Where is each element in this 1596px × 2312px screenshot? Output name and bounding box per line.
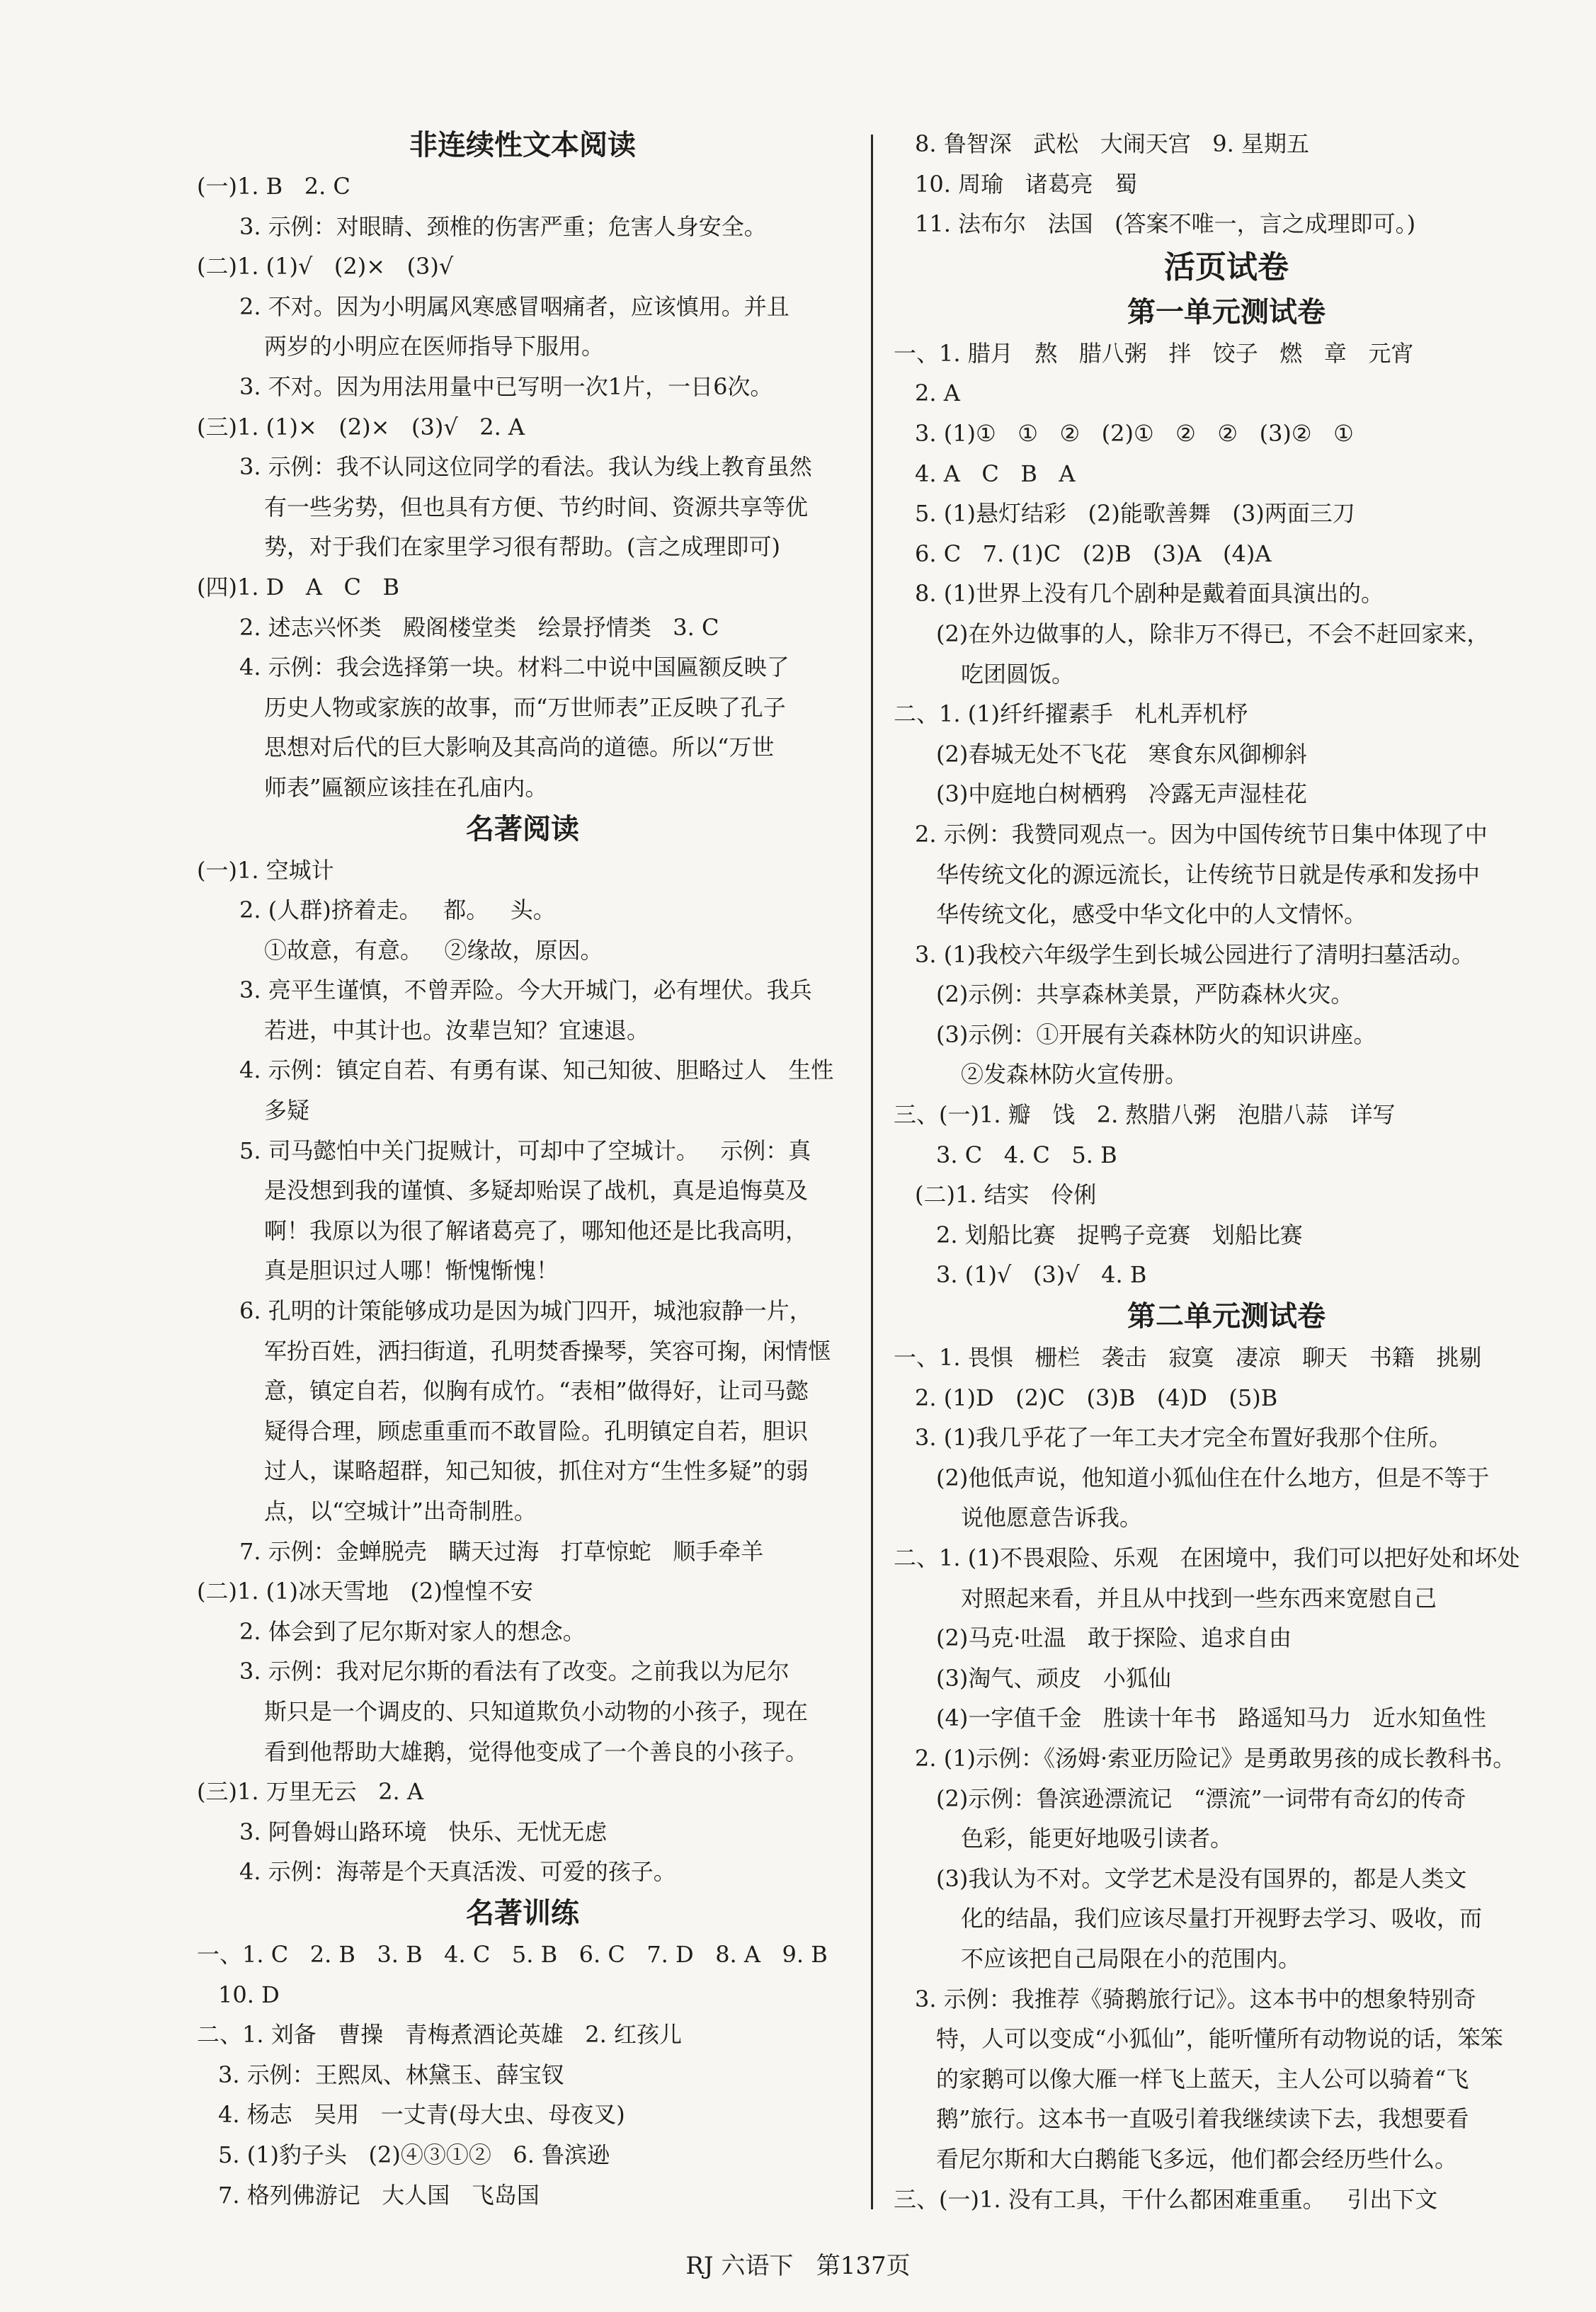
answer-line: (一)1. 空城计 <box>197 856 334 884</box>
answer-line: 11. 法布尔 法国 (答案不唯一，言之成理即可。) <box>915 210 1416 238</box>
section-title: 第二单元测试卷 <box>1127 1300 1326 1333</box>
answer-line: 师表”匾额应该挂在孔庙内。 <box>264 773 548 801</box>
answer-line: 3. 示例：王熙凤、林黛玉、薛宝钗 <box>218 2061 564 2088</box>
answer-line: (3)我认为不对。文学艺术是没有国界的，都是人类文 <box>936 1864 1467 1892</box>
answer-line: 思想对后代的巨大影响及其高尚的道德。所以“万世 <box>264 734 775 761</box>
answer-line: 说他愿意告诉我。 <box>961 1504 1143 1532</box>
answer-line: (2)春城无处不飞花 寒食东风御柳斜 <box>936 740 1307 768</box>
answer-line: (二)1. (1)√ (2)× (3)√ <box>197 253 454 280</box>
answer-line: (二)1. 结实 伶俐 <box>915 1181 1097 1209</box>
answer-line: 3. (1)我校六年级学生到长城公园进行了清明扫墓活动。 <box>915 940 1475 968</box>
answer-line: 特，人可以变成“小狐仙”，能听懂所有动物说的话，笨笨 <box>936 2025 1503 2053</box>
answer-line: 2. (人群)挤着走。 都。 头。 <box>239 896 556 924</box>
answer-line: 2. 体会到了尼尔斯对家人的想念。 <box>239 1617 586 1645</box>
answer-line: 2. 示例：我赞同观点一。因为中国传统节日集中体现了中 <box>915 820 1488 848</box>
answer-line: 多疑 <box>264 1097 310 1124</box>
answer-line: 华传统文化的源远流长，让传统节日就是传承和发扬中 <box>936 860 1481 888</box>
answer-line: 4. A C B A <box>915 460 1076 487</box>
answer-line: 7. 示例：金蝉脱壳 瞒天过海 打草惊蛇 顺手牵羊 <box>239 1537 764 1565</box>
answer-line: 4. 示例：我会选择第一块。材料二中说中国匾额反映了 <box>239 654 790 681</box>
answer-line: 鹅”旅行。这本书一直吸引着我继续读下去，我想要看 <box>936 2105 1469 2133</box>
answer-line: 8. 鲁智深 武松 大闹天宫 9. 星期五 <box>915 130 1309 157</box>
answer-line: 疑得合理，顾虑重重而不敢冒险。孔明镇定自若，胆识 <box>264 1417 809 1445</box>
answer-line: 看尼尔斯和大白鹅能飞多远，他们都会经历些什么。 <box>936 2145 1458 2173</box>
answer-line: (4)一字值千金 胜读十年书 路遥知马力 近水知鱼性 <box>936 1704 1486 1732</box>
answer-line: (2)马克·吐温 敢于探险、追求自由 <box>936 1624 1292 1652</box>
answer-line: 斯只是一个调皮的、只知道欺负小动物的小孩子，现在 <box>264 1697 809 1725</box>
answer-line: 过人，谋略超群，知己知彼，抓住对方“生性多疑”的弱 <box>264 1457 809 1485</box>
answer-line: 5. (1)豹子头 (2)④③①② 6. 鲁滨逊 <box>218 2141 610 2168</box>
section-title: 第一单元测试卷 <box>1127 295 1326 329</box>
answer-line: 军扮百姓，洒扫街道，孔明焚香操琴，笑容可掬，闲情惬 <box>264 1337 831 1365</box>
answer-line: 7. 格列佛游记 大人国 飞岛国 <box>218 2181 540 2209</box>
section-title: 非连续性文本阅读 <box>409 129 636 161</box>
answer-line: 吃团圆饭。 <box>961 660 1075 688</box>
answer-line: 2. 划船比赛 捉鸭子竞赛 划船比赛 <box>936 1221 1303 1248</box>
answer-line: 意，镇定自若，似胸有成竹。“表相”做得好，让司马懿 <box>264 1377 809 1405</box>
answer-line: 化的结晶，我们应该尽量打开视野去学习、吸收，而 <box>961 1905 1483 1932</box>
answer-line: 3. 示例：我不认同这位同学的看法。我认为线上教育虽然 <box>239 453 812 481</box>
section-title: 活页试卷 <box>1164 249 1289 285</box>
answer-line: (3)中庭地白树栖鸦 冷露无声湿桂花 <box>936 780 1307 808</box>
answer-line: (2)在外边做事的人，除非万不得已，不会不赶回家来， <box>936 620 1490 647</box>
left-column <box>197 124 848 2215</box>
answer-line: ②发森林防火宣传册。 <box>961 1061 1188 1088</box>
answer-line: 3. 示例：我对尼尔斯的看法有了改变。之前我以为尼尔 <box>239 1658 790 1685</box>
answer-line: (3)示例：①开展有关森林防火的知识讲座。 <box>936 1020 1376 1048</box>
answer-line: 4. 杨志 吴用 一丈青(母大虫、母夜叉) <box>218 2101 625 2129</box>
answer-line: 3. 不对。因为用法用量中已写明一次1片，一日6次。 <box>239 372 773 400</box>
right-column <box>894 124 1559 2219</box>
answer-line: 6. 孔明的计策能够成功是因为城门四开，城池寂静一片， <box>239 1297 812 1325</box>
answer-line: 一、1. 腊月 熬 腊八粥 拌 饺子 燃 章 元宵 <box>894 339 1414 367</box>
answer-line: 3. (1)我几乎花了一年工夫才完全布置好我那个住所。 <box>915 1424 1452 1452</box>
answer-line: ①故意，有意。 ②缘故，原因。 <box>264 936 603 964</box>
answer-line: 3. (1)① ① ② (2)① ② ② (3)② ① <box>915 419 1354 447</box>
answer-line: (三)1. (1)× (2)× (3)√ 2. A <box>197 413 525 440</box>
answer-line: 不应该把自己局限在小的范围内。 <box>961 1944 1301 1972</box>
answer-line: 三、(一)1. 瓣 饯 2. 熬腊八粥 泡腊八蒜 详写 <box>894 1101 1396 1129</box>
answer-line: 5. (1)悬灯结彩 (2)能歌善舞 (3)两面三刀 <box>915 500 1355 528</box>
answer-line: (2)示例：共享森林美景，严防森林火灾。 <box>936 981 1354 1008</box>
answer-line: 点，以“空城计”出奇制胜。 <box>264 1498 537 1525</box>
section-title: 名著阅读 <box>466 812 579 845</box>
answer-line: 色彩，能更好地吸引读者。 <box>961 1825 1233 1852</box>
answer-line: 二、1. (1)纤纤擢素手 札札弄机杼 <box>894 700 1248 728</box>
answer-line: (二)1. (1)冰天雪地 (2)惶惶不安 <box>197 1578 533 1605</box>
answer-line: 3. 示例：我推荐《骑鹅旅行记》。这本书中的想象特别奇 <box>915 1985 1476 2012</box>
answer-line: 有一些劣势，但也具有方便、节约时间、资源共享等优 <box>264 493 809 520</box>
answer-line: 2. 不对。因为小明属风寒感冒咽痛者，应该慎用。并且 <box>239 292 790 320</box>
answer-line: (一)1. B 2. C <box>197 173 350 200</box>
answer-line: 10. 周瑜 诸葛亮 蜀 <box>915 170 1138 198</box>
column-divider <box>871 135 873 2209</box>
answer-line: 3. C 4. C 5. B <box>936 1141 1117 1168</box>
answer-line: 2. 述志兴怀类 殿阁楼堂类 绘景抒情类 3. C <box>239 613 719 641</box>
answer-line: 的家鹅可以像大雁一样飞上蓝天，主人公可以骑着“飞 <box>936 2065 1469 2092</box>
answer-line: 2. (1)D (2)C (3)B (4)D (5)B <box>915 1384 1278 1411</box>
answer-line: 一、1. C 2. B 3. B 4. C 5. B 6. C 7. D 8. A 9. B <box>197 1940 828 1968</box>
page-footer: RJ 六语下 第137页 <box>685 2252 911 2280</box>
answer-line: 一、1. 畏惧 栅栏 袭击 寂寞 凄凉 聊天 书籍 挑剔 <box>894 1344 1482 1372</box>
answer-line: (2)示例：鲁滨逊漂流记 “漂流”一词带有奇幻的传奇 <box>936 1784 1466 1812</box>
answer-line: 真是胆识过人哪！惭愧惭愧！ <box>264 1257 559 1285</box>
answer-line: 两岁的小明应在医师指导下服用。 <box>264 333 605 360</box>
answer-line: (三)1. 万里无云 2. A <box>197 1778 424 1806</box>
answer-line: 看到他帮助大雄鹅，觉得他变成了一个善良的小孩子。 <box>264 1738 809 1765</box>
answer-line: 若进，中其计也。汝辈岂知？宜速退。 <box>264 1016 650 1044</box>
answer-line: 是没想到我的谨慎、多疑却贻误了战机，真是追悔莫及 <box>264 1177 809 1205</box>
answer-line: 2. (1)示例：《汤姆·索亚历险记》是勇敢男孩的成长教科书。 <box>915 1744 1516 1772</box>
answer-line: 3. 阿鲁姆山路环境 快乐、无忧无虑 <box>239 1818 608 1845</box>
answer-line: 4. 示例：海蒂是个天真活泼、可爱的孩子。 <box>239 1858 676 1886</box>
answer-line: 三、(一)1. 没有工具，干什么都困难重重。 引出下文 <box>894 2185 1438 2213</box>
answer-line: 二、1. 刘备 曹操 青梅煮酒论英雄 2. 红孩儿 <box>197 2021 682 2049</box>
answer-line: 势，对于我们在家里学习很有帮助。(言之成理即可) <box>264 533 780 561</box>
answer-line: 5. 司马懿怕中关门捉贼计，可却中了空城计。 示例：真 <box>239 1137 811 1164</box>
answer-line: 对照起来看，并且从中找到一些东西来宽慰自己 <box>961 1584 1437 1612</box>
answer-line: 华传统文化，感受中华文化中的人文情怀。 <box>936 901 1367 928</box>
answer-line: 4. 示例：镇定自若、有勇有谋、知己知彼、胆略过人 生性 <box>239 1057 834 1084</box>
answer-line: 啊！我原以为很了解诸葛亮了，哪知他还是比我高明， <box>264 1217 809 1244</box>
section-title: 名著训练 <box>466 1896 579 1930</box>
answer-line: 2. A <box>915 380 960 407</box>
answer-line: 6. C 7. (1)C (2)B (3)A (4)A <box>915 540 1272 567</box>
answer-line: 3. (1)√ (3)√ 4. B <box>936 1261 1147 1289</box>
answer-line: 10. D <box>218 1981 280 2008</box>
answer-line: (四)1. D A C B <box>197 573 399 600</box>
answer-line: (3)淘气、顽皮 小狐仙 <box>936 1664 1171 1692</box>
answer-line: 8. (1)世界上没有几个剧种是戴着面具演出的。 <box>915 580 1384 608</box>
answer-line: 历史人物或家族的故事，而“万世师表”正反映了孔子 <box>264 693 786 721</box>
answer-line: 二、1. (1)不畏艰险、乐观 在困境中，我们可以把好处和坏处 <box>894 1544 1520 1571</box>
answer-line: 3. 示例：对眼睛、颈椎的伤害严重；危害人身安全。 <box>239 212 767 240</box>
answer-line: 3. 亮平生谨慎，不曾弄险。今大开城门，必有埋伏。我兵 <box>239 976 812 1004</box>
answer-line: (2)他低声说，他知道小狐仙住在什么地方，但是不等于 <box>936 1464 1490 1491</box>
